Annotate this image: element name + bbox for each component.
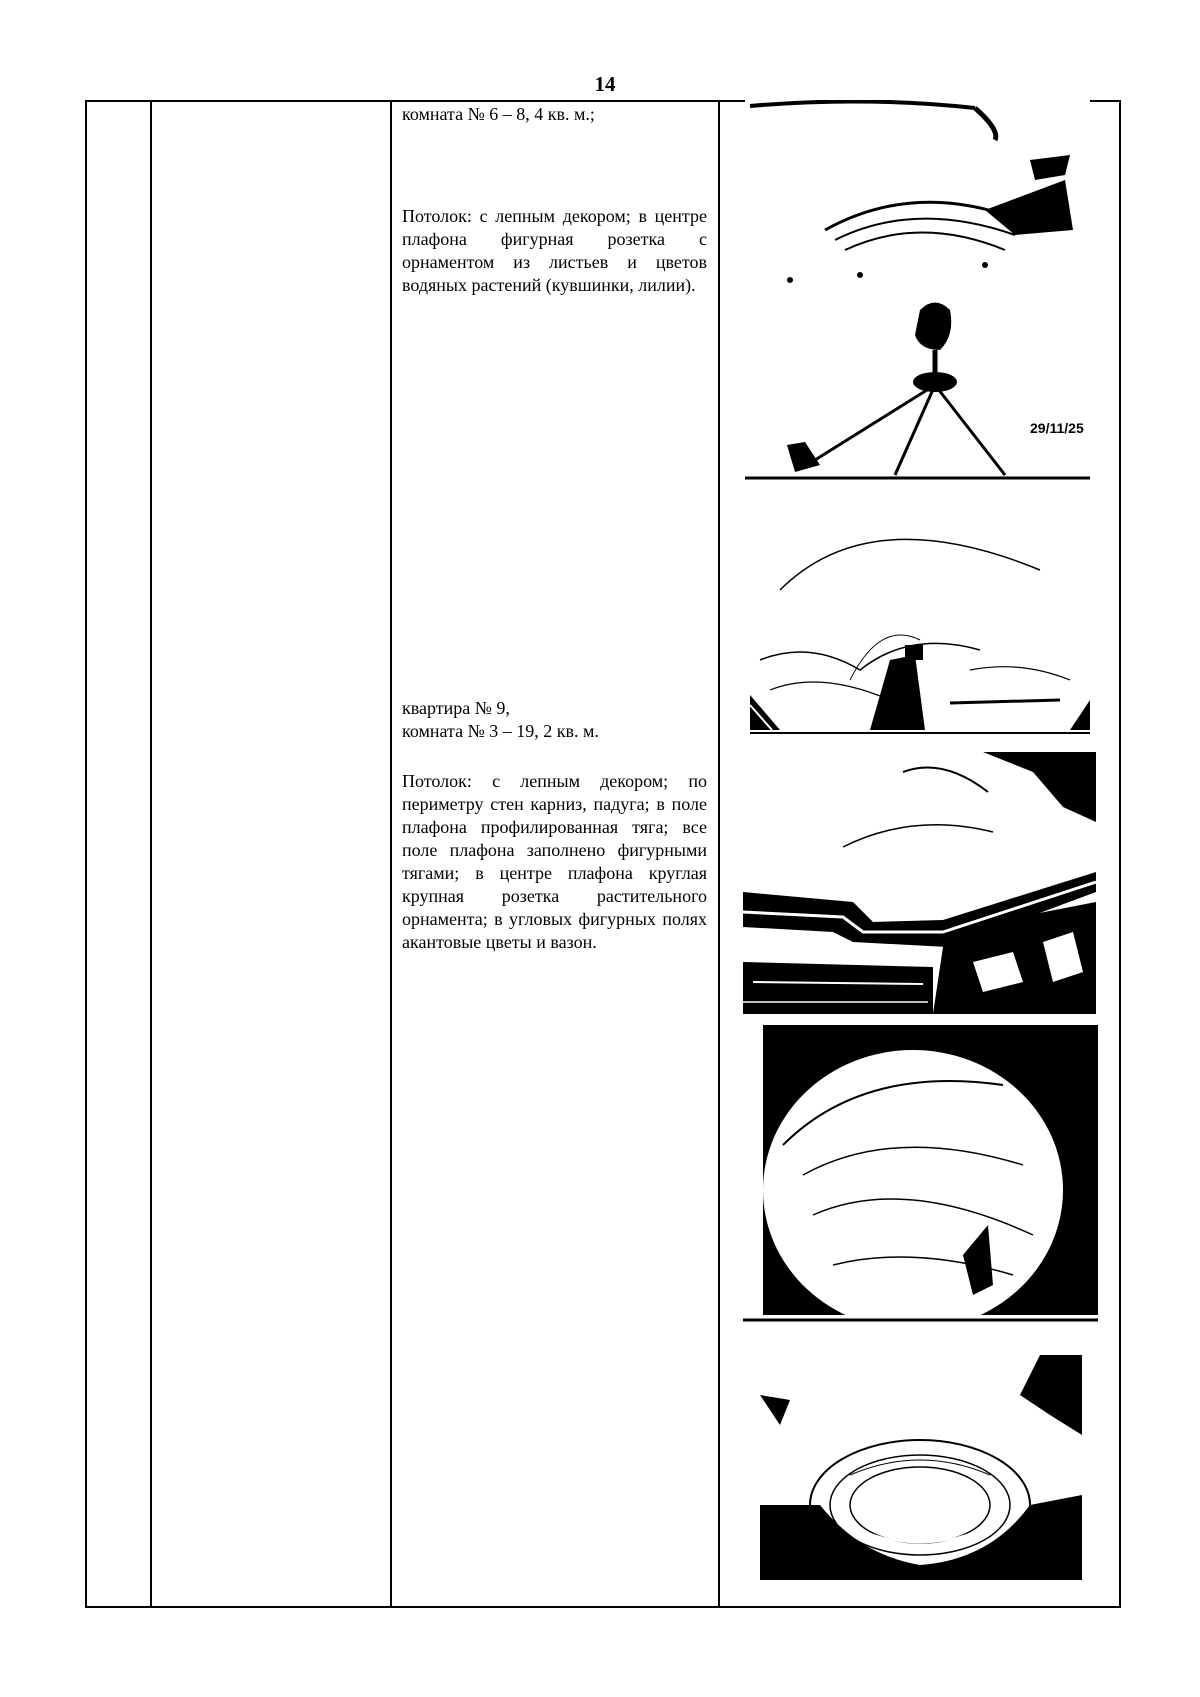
ceiling-photo-3-image [743,752,1096,1014]
ceiling-photo-4-image [743,1025,1098,1337]
ceiling-photo-2-image [750,520,1090,735]
page-number: 14 [594,72,616,96]
room-label-1: комната № 6 – 8, 4 кв. м.; [402,104,595,124]
room-label-2: комната № 3 – 19, 2 кв. м. [402,721,599,741]
ceiling-photo-5-image [760,1355,1082,1580]
ceiling-photo-1-image [745,100,1090,480]
ceiling-photo-1 [745,100,1090,480]
ceiling-photo-3 [743,752,1096,1014]
description-2: Потолок: с лепным декором; по периметру стен карниз, падуга; в поле плафона профилированная тяга; все поле плафона заполнено фигурными тягами; в центре плафона круглая крупная розетка растительного орнамента; в угловых фигурных полях акантовые цветы и вазон. [402,771,707,952]
ceiling-photo-5 [760,1355,1082,1580]
column-divider-2 [390,102,392,1606]
apartment-label-2: квартира № 9, [402,698,510,718]
description-1: Потолок: с лепным декором; в центре плафона фигурная розетка с орнаментом из листьев и цветов водяных растений (кувшинки, лилии). [402,206,707,295]
photo-date-stamp: 29/11/25 [1030,420,1084,436]
ceiling-photo-2 [750,520,1090,735]
ceiling-photo-4 [743,1025,1098,1337]
room-entry-1 [402,103,707,126]
column-divider-1 [150,102,152,1606]
room-entry-2 [402,697,707,743]
column-divider-3 [718,102,720,1606]
